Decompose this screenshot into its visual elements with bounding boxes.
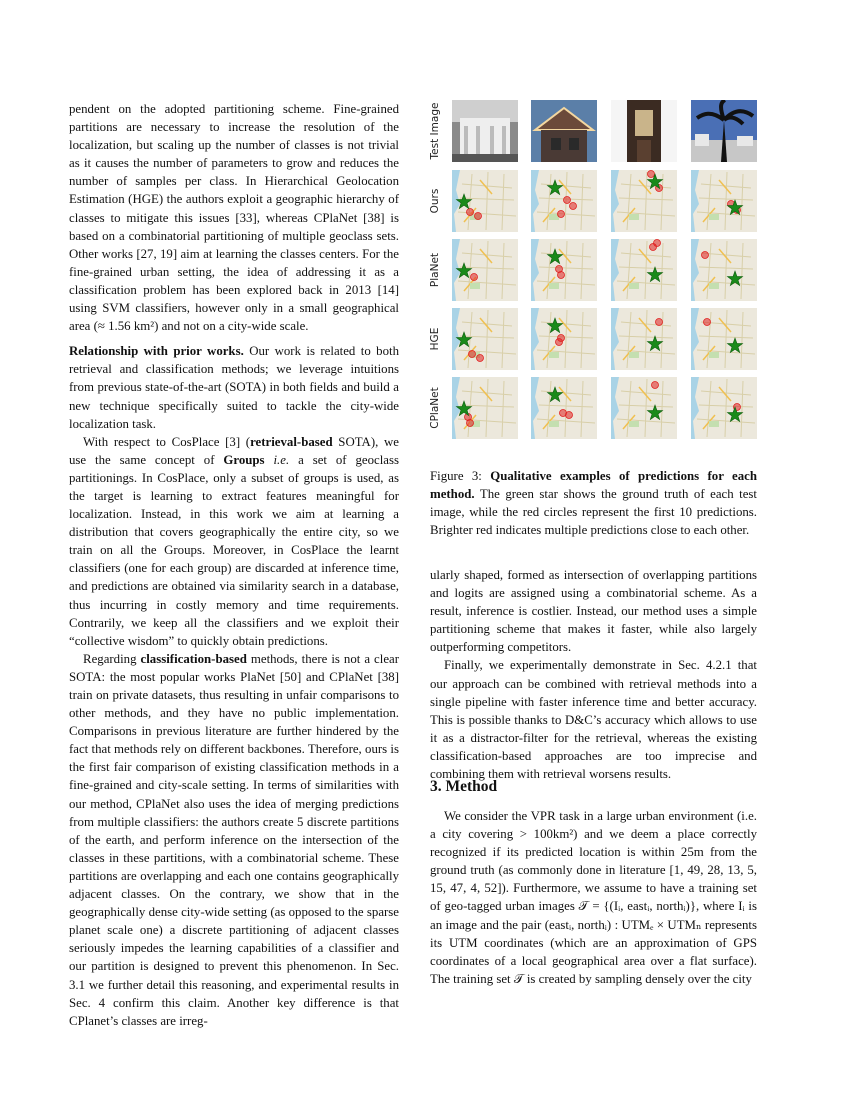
right-column bbox=[430, 566, 757, 783]
prediction-map bbox=[452, 170, 518, 232]
paragraph: We consider the VPR task in a large urban environment (i.e. a city covering > 100km²) and we deem a place correctly recognized if its predicted location is within 25m from the ground truth (as commonly done in literature [1, 49, 28, 13, 5, 15, 47, 4, 52]). Furthermore, we assume to have a training set of geo-tagged urban images 𝒯 = {(Iᵢ, eastᵢ, northᵢ)}, where Iᵢ is an image and the pair (eastᵢ, northᵢ) : UTMₑ × UTMₙ represents its UTM coordinates (which are an approximation of GPS coordinates of a local geographical area over a flat surface). The training set 𝒯 is created by sampling densely over the city bbox=[430, 809, 757, 986]
paragraph bbox=[69, 650, 399, 1030]
text-run: classification-based bbox=[140, 651, 247, 666]
prediction-map bbox=[611, 308, 677, 370]
caption-text: The green star shows the ground truth of each test image, while the red circles represent the first 10 predictions. Brighter red indicates multiple predictions close to each other. bbox=[430, 487, 757, 538]
prediction-map bbox=[691, 377, 757, 439]
paragraph: pendent on the adopted partitioning scheme. Fine-grained partitions are necessary to increase the resolution of the localization, but scaling up the number of classes is not trivial as it causes the number of parameters to grow and reduces the number of samples per class. In Hierarchical Geolocation Estimation (HGE) the authors exploit a geographic hierarchy of classes to mitigate this issues [33], whereas CPlaNet [38] is based on a combinatorial partitioning of multiple geoclass sets. Other works [27, 19] aim at learning the classes centers. For the fine-grained urban setting, the idea of addressing it as a classification problem has been explored back in 2013 [14] using SVM classifiers, however only in a small geographical area (≈ 1.56 km²) and not on a city-wide scale. bbox=[69, 102, 399, 334]
row-label: PlaNet bbox=[429, 252, 441, 288]
row-label: Ours bbox=[429, 188, 441, 214]
text-run: a set of geoclass partitionings. In CosPlace, only a subset of groups is used, as the target is learning to extract features meaningful for localization. Instead, in this work we aim at learning a distribution that covers geographically the entire city, so we train on all the Groups. Moreover, in CosPlace the learnt classifiers (one for each group) are discarded at inference time, and predictions are obtained via similarity search in a database, thus incurring in costly memory and time requirements. Contrarily, we keep all the classifiers and we exploit their “collective wisdom” to quickly obtain predictions. bbox=[69, 452, 399, 648]
prediction-map bbox=[452, 377, 518, 439]
prediction-map bbox=[452, 239, 518, 301]
prediction-map bbox=[611, 377, 677, 439]
prediction-map bbox=[611, 239, 677, 301]
paragraph: Finally, we experimentally demonstrate in Sec. 4.2.1 that our approach can be combined with retrieval methods into a single pipeline with faster inference time and better accuracy. This is possible thanks to D&C’s accuracy which allows to use it as a distractor-filter for the retrieval, whereas the existing classification-based approaches are too imprecise and combining them with retrieval worsens results. bbox=[430, 658, 757, 782]
text-run: Groups bbox=[223, 452, 265, 467]
test-image bbox=[452, 100, 518, 162]
method-section bbox=[430, 807, 757, 988]
prediction-map bbox=[531, 170, 597, 232]
text-run: retrieval-based bbox=[250, 434, 333, 449]
test-image bbox=[611, 100, 677, 162]
paragraph-text: Our work is related to both retrieval and classification methods; we leverage intuitions from previous state-of-the-art (SOTA) in both fields and build a new technique specifically suited to tackle the city-wide localization task. bbox=[69, 344, 399, 431]
prediction-map bbox=[691, 170, 757, 232]
section-heading: 3. Method bbox=[430, 778, 498, 795]
test-image bbox=[531, 100, 597, 162]
prediction-map bbox=[531, 308, 597, 370]
text-run: methods, there is not a clear SOTA: the most popular works PlaNet [50] and CPlaNet [38] train on private datasets, thus resulting in unfair comparisons to other methods, and they have no public implementation. Comparisons in previous literature are further hindered by the fact that methods rely on different backbones. Therefore, ours is the first fair comparison of existing classification methods in a fine-grained and city-scale setting. In terms of similarities with our method, CPlaNet also uses the idea of merging predictions from multiple classifiers: the authors create 5 discrete partitions of the earth, and perform inference on the intersection of the classes in these partitions, with a combinatorial scheme. These partitions are overlapping and each one contains geographically adjacent classes. On the contrary, we show that in the geographically dense city-wide setting (as opposed to the sparse planet scale one) a discrete partitioning of adjacent classes seriously impedes the learning capabilities of a classifier and our partition is designed to prevent this phenomenon. In Sec. 3.1 we further detail this reasoning, and experimental results in Sec. 4 confirm this claim. Another key difference is that CPlanet’s classes are irreg- bbox=[69, 651, 400, 1028]
left-column bbox=[69, 100, 399, 1030]
caption-label: Figure 3: bbox=[430, 469, 491, 483]
prediction-map bbox=[531, 239, 597, 301]
text-run: i.e. bbox=[264, 452, 290, 467]
figure-caption bbox=[430, 467, 757, 539]
text-run: With respect to CosPlace [3] ( bbox=[83, 434, 251, 449]
row-label: CPlaNet bbox=[429, 387, 441, 429]
text-run: SOTA), we use the same concept of bbox=[69, 434, 399, 467]
prediction-map bbox=[531, 377, 597, 439]
caption-title: Qualitative examples of predictions for each method. bbox=[430, 469, 757, 502]
paragraph: ularly shaped, formed as intersection of overlapping partitions and logits are assigned using a combinatorial scheme. As a result, inference is costlier. Instead, our method uses a simple partitioning scheme that makes it faster, while also largely outperforming competitors. bbox=[430, 568, 757, 655]
paragraph bbox=[69, 342, 399, 432]
row-label: HGE bbox=[429, 327, 441, 351]
row-label: Test Image bbox=[429, 102, 441, 160]
paragraph-heading: Relationship with prior works. bbox=[69, 344, 244, 359]
prediction-map bbox=[611, 170, 677, 232]
prediction-map bbox=[452, 308, 518, 370]
text-run: Regarding bbox=[83, 651, 141, 666]
test-image bbox=[691, 100, 757, 162]
paragraph bbox=[69, 433, 399, 650]
prediction-map bbox=[691, 308, 757, 370]
prediction-map bbox=[691, 239, 757, 301]
figure-3 bbox=[425, 96, 770, 441]
